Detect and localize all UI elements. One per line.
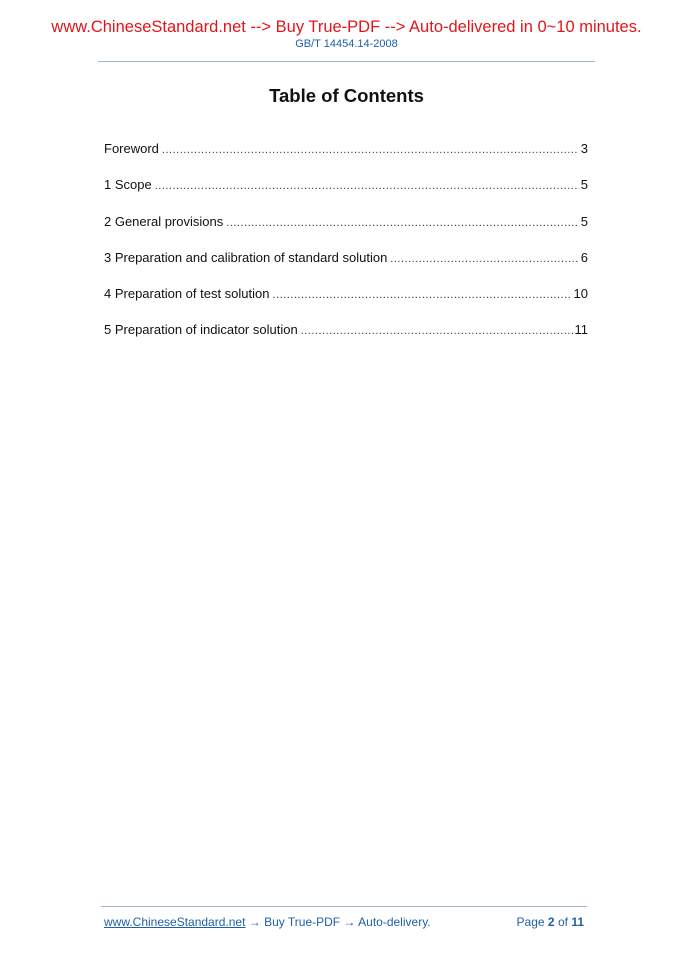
toc-entry-label: 1 Scope <box>104 177 152 193</box>
arrow-right-icon: → <box>343 915 356 929</box>
toc-entry-label: 5 Preparation of indicator solution <box>104 322 298 338</box>
toc-entry-standard-solution[interactable] <box>104 250 588 286</box>
toc-entry-foreword[interactable] <box>104 141 588 177</box>
toc-leader-dots <box>162 144 579 156</box>
toc-entry-page: 5 <box>580 213 588 229</box>
page-word: Page <box>516 915 545 929</box>
toc-title: Table of Contents <box>269 85 424 106</box>
footer-site-link[interactable]: www.ChineseStandard.net <box>104 915 246 929</box>
footer-delivery-text: Auto-delivery. <box>358 915 431 929</box>
toc-leader-dots <box>226 217 579 229</box>
toc-entry-label: 4 Preparation of test solution <box>104 286 270 302</box>
toc-entry-label: 2 General provisions <box>104 213 224 229</box>
footer-divider <box>101 906 587 907</box>
toc-leader-dots <box>390 253 578 265</box>
toc-leader-dots <box>155 180 579 192</box>
toc-entry-page: 11 <box>574 322 588 338</box>
toc-entry-general-provisions[interactable] <box>104 214 588 250</box>
toc-entry-page: 3 <box>580 141 588 156</box>
toc-entry-test-solution[interactable] <box>104 286 588 322</box>
footer <box>104 915 584 929</box>
footer-buy-text: Buy True-PDF <box>264 915 341 929</box>
toc-list <box>104 141 588 359</box>
toc-leader-dots <box>301 325 573 337</box>
header-divider <box>98 61 595 62</box>
toc-entry-scope[interactable] <box>104 177 588 213</box>
toc-entry-indicator-solution[interactable] <box>104 322 588 358</box>
toc-leader-dots <box>273 289 572 301</box>
current-page-number: 2 <box>547 915 555 929</box>
toc-entry-page: 5 <box>580 177 588 193</box>
document-code: GB/T 14454.14-2008 <box>295 38 398 50</box>
toc-entry-page: 10 <box>573 286 588 302</box>
of-word: of <box>557 915 568 929</box>
top-banner-link[interactable]: www.ChineseStandard.net --> Buy True-PDF --> Auto-delivered in 0~10 minutes. <box>51 18 642 36</box>
arrow-right-icon: → <box>248 915 261 929</box>
toc-entry-page: 6 <box>580 249 588 265</box>
toc-entry-label: 3 Preparation and calibration of standard solution <box>104 249 388 265</box>
total-page-count: 11 <box>571 915 584 929</box>
page-indicator <box>517 915 584 929</box>
toc-entry-label: Foreword <box>104 141 159 156</box>
